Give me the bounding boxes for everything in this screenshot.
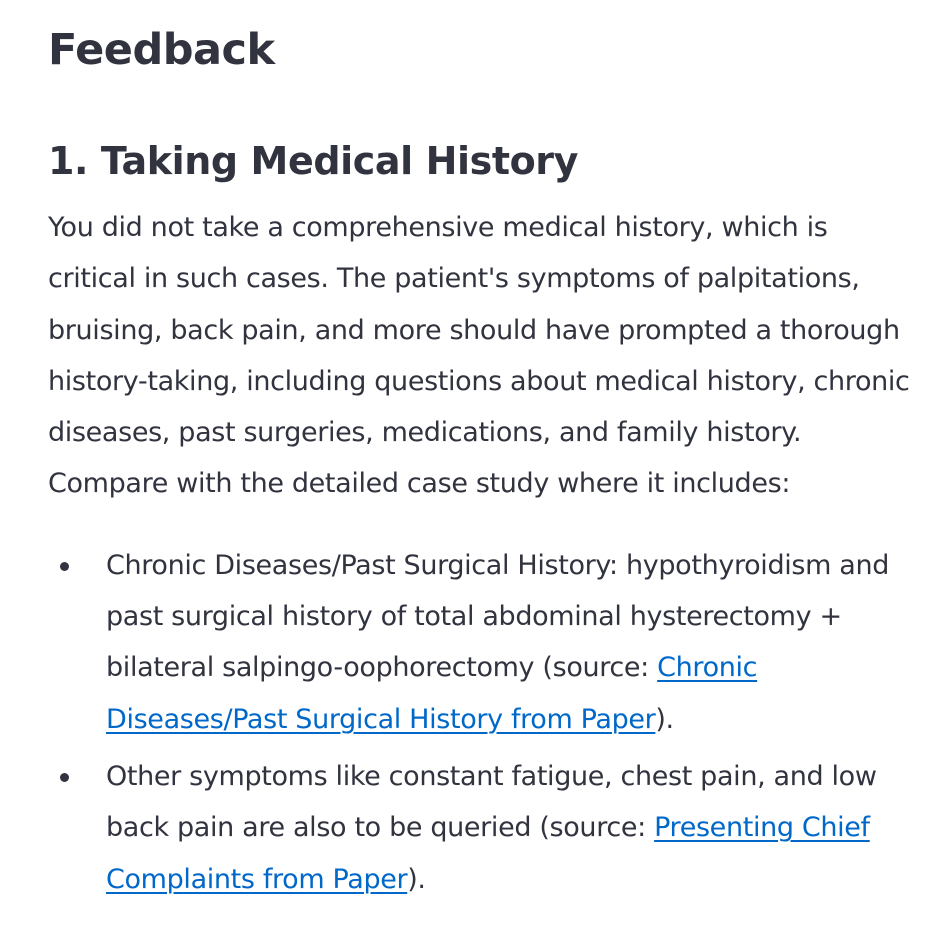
- bullet-dot: [60, 773, 69, 782]
- page-title: Feedback: [48, 25, 275, 75]
- list-item-text: Other symptoms like constant fatigue, chest pain, and low back pain are also to be queried (source:: [106, 760, 877, 844]
- bullet-dot: [60, 562, 69, 571]
- source-link-chronic-diseases[interactable]: Chronic Diseases/Past Surgical History from Paper: [106, 652, 758, 735]
- list-item-text: Chronic Diseases/Past Surgical History: hypothyroidism and past surgical history of total abdominal hysterectomy + bilateral salpingo-oophorectomy (source:: [106, 549, 890, 684]
- list-item: [48, 540, 914, 745]
- section-paragraph: You did not take a comprehensive medical history, which is critical in such cases. The patient's symptoms of palpitations, bruising, back pain, and more should have prompted a thorough history-taking, including questions about medical history, chronic diseases, past surgeries, medications, and family history. Compare with the detailed case study where it includes:: [48, 212, 910, 500]
- bullet-list: [48, 540, 914, 905]
- list-item-suffix: ).: [407, 863, 426, 895]
- section-heading: 1. Taking Medical History: [48, 139, 579, 183]
- feedback-page: [48, 22, 914, 911]
- list-item: [48, 751, 914, 905]
- source-link-chief-complaints[interactable]: Presenting Chief Complaints from Paper: [106, 812, 870, 895]
- list-item-suffix: ).: [655, 703, 674, 735]
